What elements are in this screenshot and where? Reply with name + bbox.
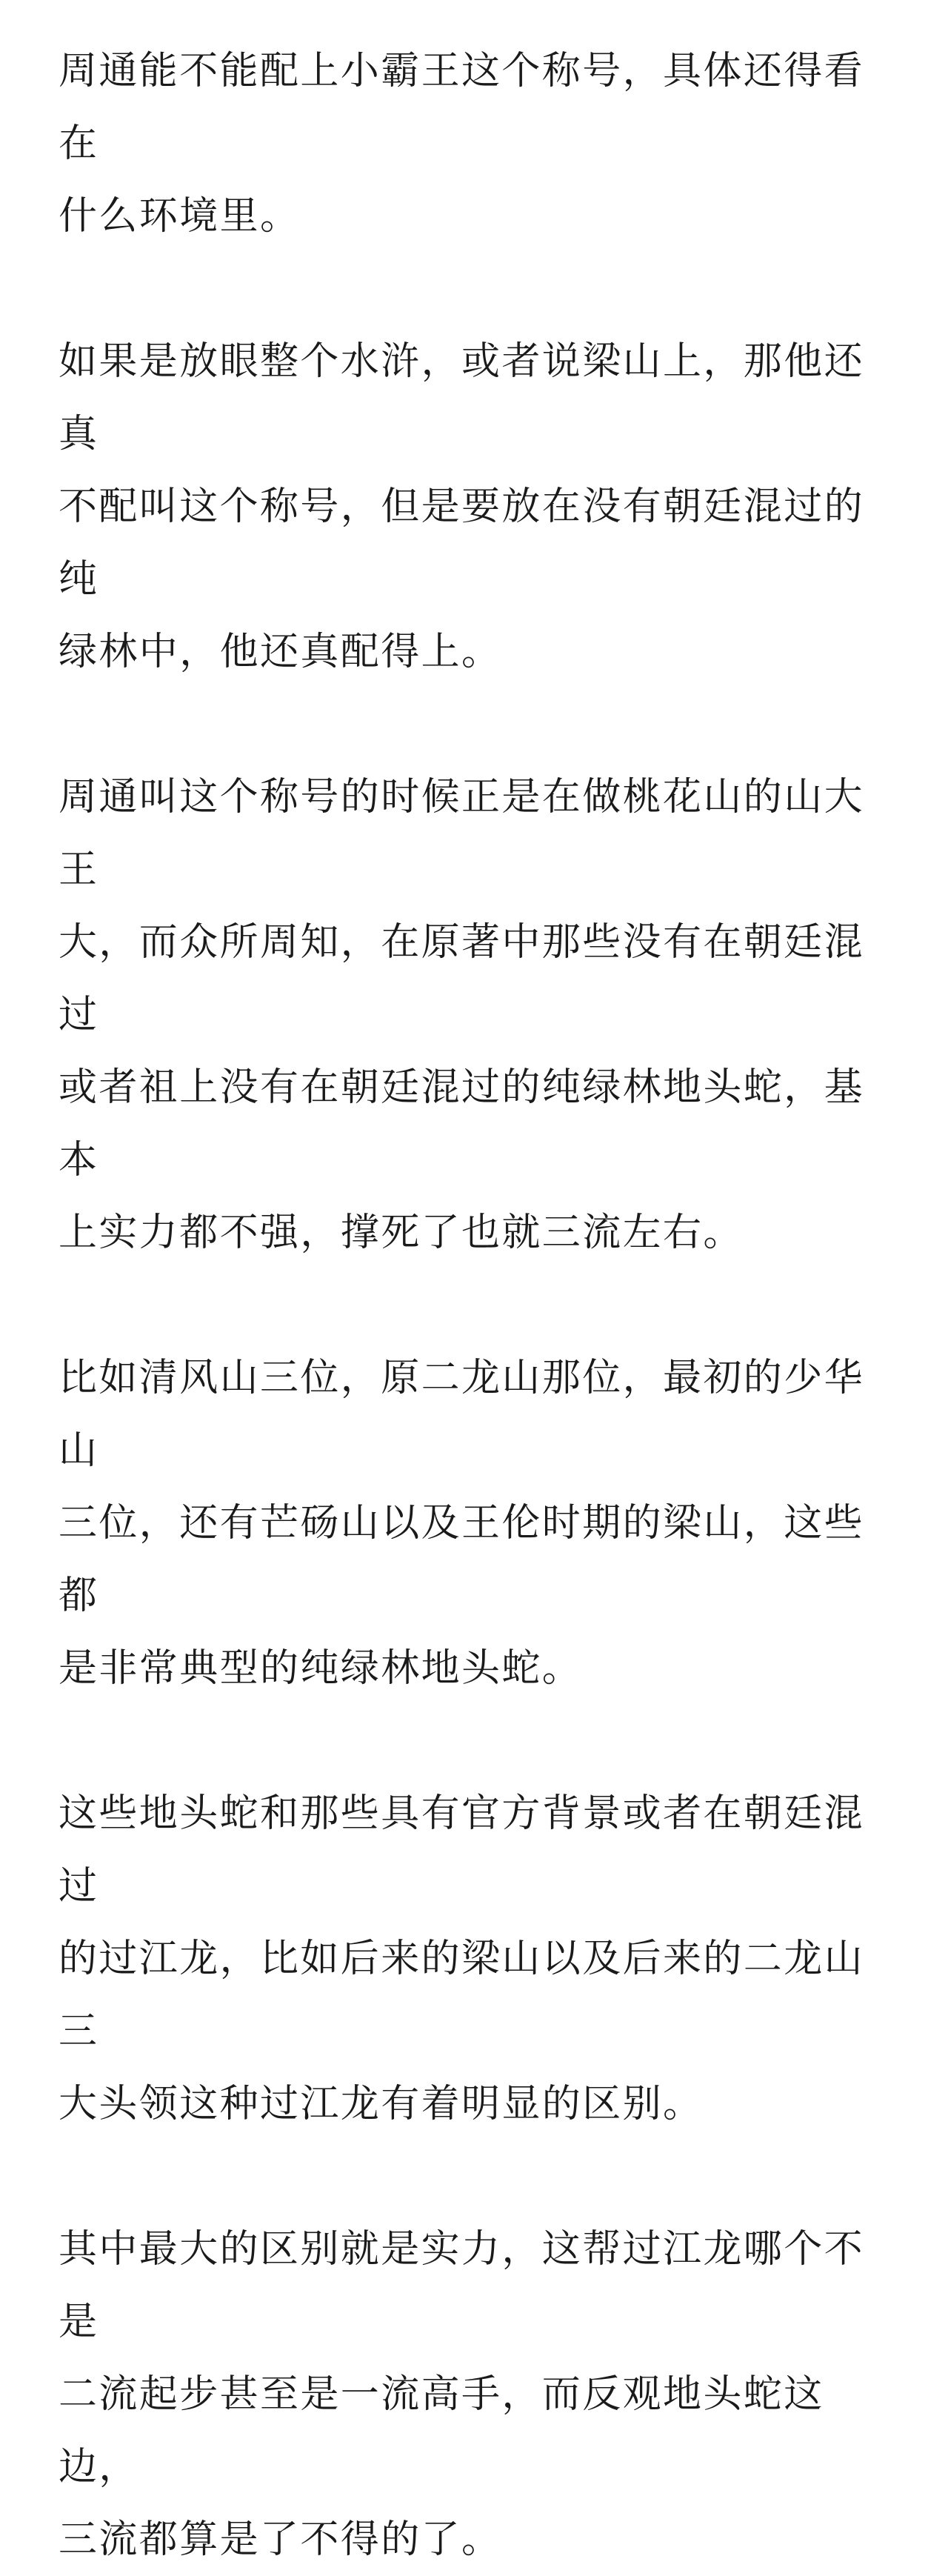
paragraph-2: 如果是放眼整个水浒，或者说梁山上，那他还真 不配叫这个称号，但是要放在没有朝廷混过的纯 绿林中，他还真配得上。 (59, 339, 865, 674)
paragraph-5: 这些地头蛇和那些具有官方背景或者在朝廷混过 的过江龙，比如后来的梁山以及后来的二龙山三 大头领这种过江龙有着明显的区别。 (59, 1791, 865, 2126)
paragraph-4: 比如清风山三位，原二龙山那位，最初的少华山 三位，还有芒砀山以及王伦时期的梁山，这些都 是非常典型的纯绿林地头蛇。 (59, 1356, 865, 1691)
paragraph-1: 周通能不能配上小霸王这个称号，具体还得看在 什么环境里。 (59, 49, 865, 239)
paragraph-6: 其中最大的区别就是实力，这帮过江龙哪个不是 二流起步甚至是一流高手，而反观地头蛇这边， 三流都算是了不得的了。 (59, 2227, 865, 2562)
paragraph-3: 周通叫这个称号的时候正是在做桃花山的山大王 大，而众所周知，在原著中那些没有在朝廷混过 或者祖上没有在朝廷混过的纯绿林地头蛇，基本 上实力都不强，撑死了也就三流左右。 (59, 775, 865, 1255)
article-body (59, 35, 889, 2576)
